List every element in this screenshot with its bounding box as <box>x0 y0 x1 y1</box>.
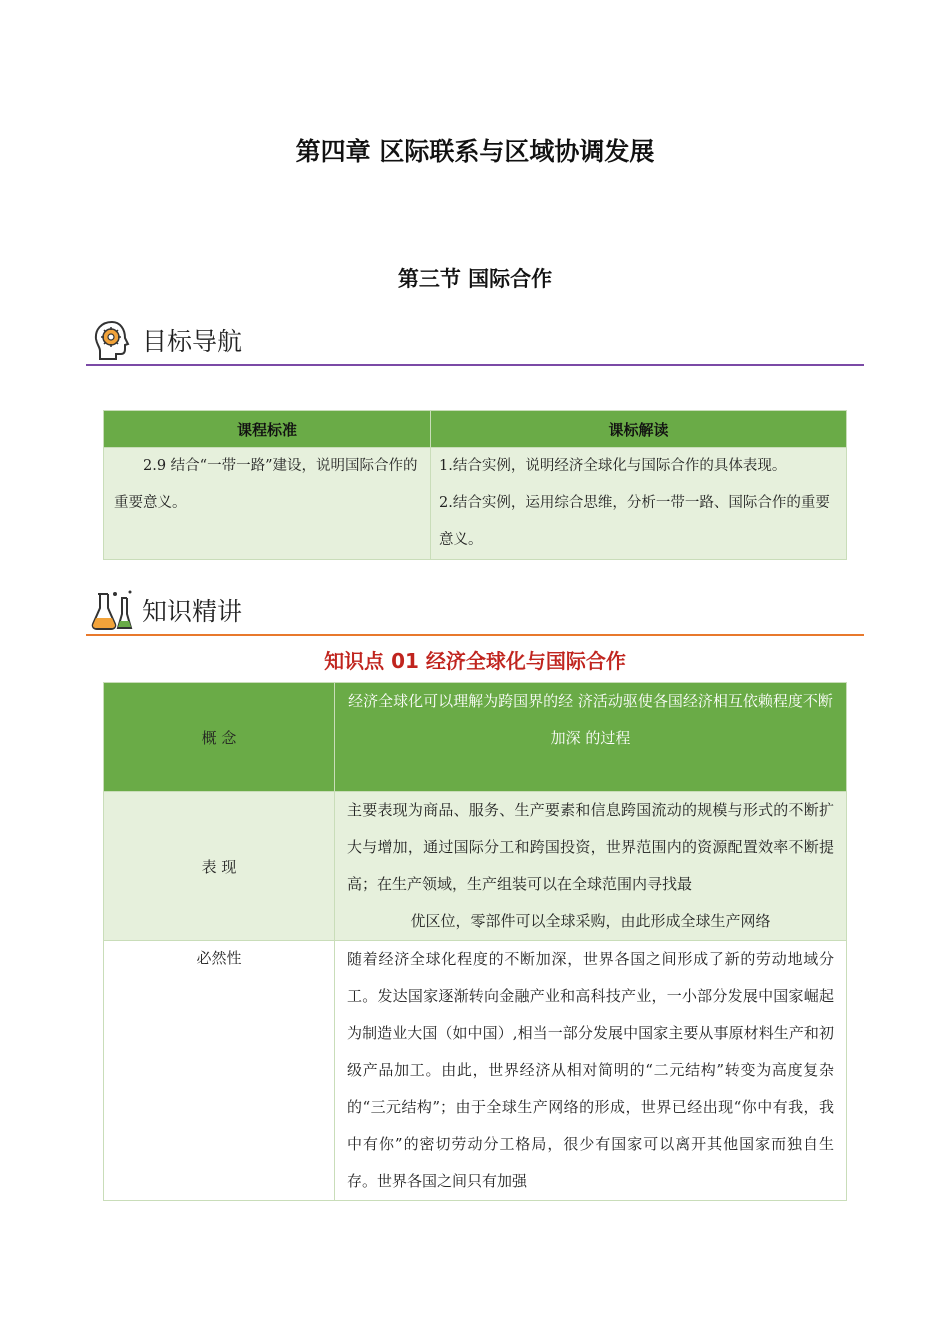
interpretation-item: 1.结合实例，说明经济全球化与国际合作的具体表现。 <box>439 458 787 474</box>
manifestation-cell <box>335 792 847 941</box>
table-row <box>104 683 847 792</box>
standards-header-standard: 课程标准 <box>104 411 431 448</box>
standard-cell <box>104 448 431 560</box>
section-title: 第三节 国际合作 <box>397 267 553 291</box>
knowledge-banner-label: 知识精讲 <box>142 597 243 626</box>
knowledge-banner <box>86 588 864 636</box>
standards-header-interpretation: 课标解读 <box>431 411 847 448</box>
knowledge-divider <box>86 634 864 636</box>
manifestation-text: 主要表现为商品、服务、生产要素和信息跨国流动的规模与形式的不断扩大与增加，通过国际分工和跨国投资，世界范围内的资源配置效率不断提高；在生产领域，生产组装可以在全球范围内寻找最 <box>347 801 834 893</box>
standards-table <box>103 410 847 560</box>
goals-banner <box>86 318 864 366</box>
knowledge-table <box>103 682 847 1201</box>
manifestation-label: 表 现 <box>104 792 335 941</box>
interpretation-cell <box>431 448 847 560</box>
goals-divider <box>86 364 864 366</box>
standard-text: 2.9 结合“一带一路”建设，说明国际合作的重要意义。 <box>114 458 418 511</box>
interpretation-item: 2.结合实例，运用综合思维，分析一带一路、国际合作的重要意义。 <box>439 495 830 548</box>
table-row <box>104 941 847 1201</box>
concept-label: 概 念 <box>104 683 335 792</box>
head-gear-icon <box>90 318 134 362</box>
necessity-text: 随着经济全球化程度的不断加深，世界各国之间形成了新的劳动地域分工。发达国家逐渐转向金融产业和高科技产业，一小部分发展中国家崛起为制造业大国（如中国）,相当一部分发展中国家主要从事原材料生产和初级产品加工。由此，世界经济从相对简明的“二元结构”转变为高度复杂的“三元结构”；由于全球生产网络的形成，世界已经出现“你中有我，我中有你”的密切劳动分工格局，很少有国家可以离开其他国家而独自生存。世界各国之间只有加强 <box>335 941 847 1201</box>
table-row <box>104 792 847 941</box>
goals-banner-label: 目标导航 <box>142 327 243 356</box>
chapter-title: 第四章 区际联系与区域协调发展 <box>295 137 655 166</box>
concept-text: 经济全球化可以理解为跨国界的经 济活动驱使各国经济相互依赖程度不断加深 的过程 <box>335 683 847 792</box>
lab-flask-icon <box>90 588 134 632</box>
necessity-label: 必然性 <box>104 941 335 1201</box>
knowledge-point-title: 知识点 01 经济全球化与国际合作 <box>324 649 626 673</box>
manifestation-text-end: 优区位，零部件可以全球采购，由此形成全球生产网络 <box>410 912 771 930</box>
